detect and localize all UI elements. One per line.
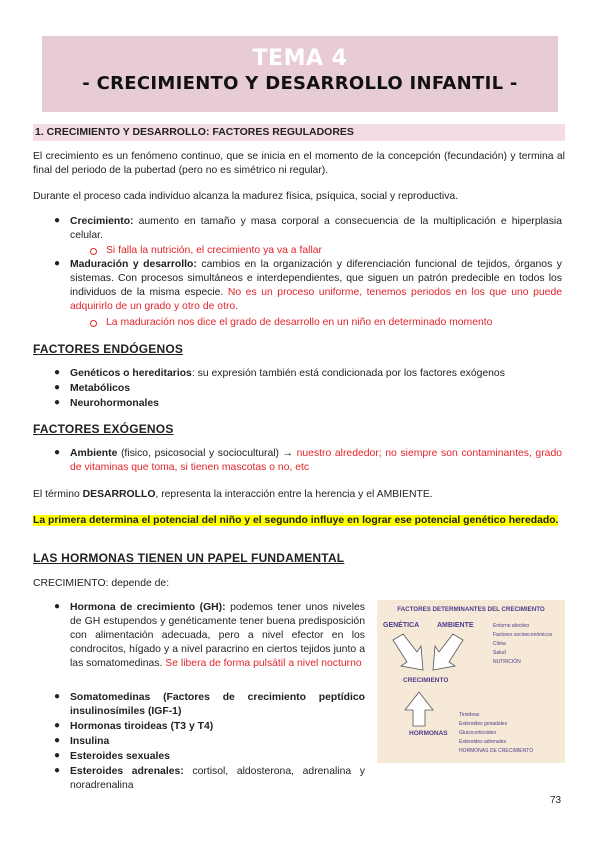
bullet-red-text: Se libera de forma pulsátil a nivel nocturno	[165, 658, 362, 669]
figure-amb-item: Entorno afectivo	[493, 623, 530, 629]
sub-bullet-maduracion: La maduración nos dice el grado de desarrollo en un niño en determinado momento	[106, 317, 493, 328]
bullet-text: cambios en la organización y diferenciación funcional de tejidos, órganos y sistemas. Con procesos simultáneos e interdependientes, que siguen un patrón predecible en todos los individuos de la misma especie.	[70, 259, 563, 298]
figure-horm-item: Esteroides gonadales	[459, 721, 508, 727]
bullet-label: Esteroides adrenales:	[70, 766, 184, 777]
bullet-label: Hormona de crecimiento (GH):	[70, 602, 226, 613]
bullet-dot: ●	[54, 735, 61, 746]
bullet-dot: ●	[54, 601, 61, 612]
page-number: 73	[550, 795, 562, 806]
bullet-dot: ●	[54, 215, 61, 226]
bullet-red-text: No es un proceso uniforme, tenemos periodos en los que uno puede adquirirlo de un grado y otro de otro.	[70, 287, 563, 312]
paragraph-crecimiento: El crecimiento es un fenómeno continuo, que se inicia en el momento de la concepción (fecundación) y termina al final del periodo de la pubertad (pero no es simétrico ni regular).	[33, 151, 565, 176]
arrow-down-left-icon	[433, 634, 463, 670]
figure-diagram	[377, 600, 565, 763]
figure-hormonas: HORMONAS	[409, 730, 448, 737]
bullet-text: cortisol, aldosterona, adrenalina y noradrenalina	[70, 766, 365, 791]
section-heading: 1. CRECIMIENTO Y DESARROLLO: FACTORES REGULADORES	[33, 124, 565, 141]
text: , representa la interacción entre la herencia y el AMBIENTE.	[155, 489, 433, 500]
figure-amb-item: Salud	[493, 650, 506, 656]
bullet-red-text: nuestro alrededor; no siempre son contaminantes, grado de vitaminas que toma, si tienen mascotas o no, etc	[70, 448, 563, 473]
bullet-dot: ●	[54, 691, 61, 702]
term-desarrollo: DESARROLLO	[82, 489, 156, 500]
bullet-dot: ●	[54, 765, 61, 776]
figure-horm-item: Glucocorticoides	[459, 730, 496, 736]
bullet-text: podemos tener unos niveles de GH estupendos y genéticamente tener buena predisposición con alimentación adecuada, pero a nivel efector en los condrocitos, hígado y a nivel paracrino en ciertos tejidos junto a las somatomedinas.	[70, 602, 365, 669]
crecimiento-intro: CRECIMIENTO: depende de:	[33, 578, 170, 589]
figure-horm-item: Esteroides adrenales	[459, 739, 506, 745]
bullet-tiroideas: Hormonas tiroideas (T3 y T4)	[70, 721, 214, 732]
growth-factors-figure	[377, 600, 565, 763]
bullet-dot: ●	[54, 397, 61, 408]
bullet-dot: ●	[54, 258, 61, 269]
figure-ambiente: AMBIENTE	[437, 622, 474, 629]
title-tema: TEMA 4	[252, 46, 348, 71]
bullet-neurohormonales: Neurohormonales	[70, 398, 159, 409]
heading-hormonas: LAS HORMONAS TIENEN UN PAPEL FUNDAMENTAL	[33, 551, 345, 565]
bullet-text: : su expresión también está condicionada por los factores exógenos	[191, 368, 505, 379]
bullet-insulina: Insulina	[70, 736, 110, 747]
sub-bullet-nutricion: Si falla la nutrición, el crecimiento ya va a fallar	[106, 245, 322, 256]
heading-endogenos: FACTORES ENDÓGENOS	[33, 342, 184, 356]
figure-horm-item: Tiroideas	[459, 712, 480, 718]
bullet-geneticos	[70, 367, 505, 381]
text: El término	[33, 489, 83, 500]
bullet-dot: ●	[54, 367, 61, 378]
bullet-label: Crecimiento:	[70, 216, 134, 227]
bullet-text: (fisico, psicosocial y sociocultural) →	[117, 448, 297, 459]
figure-crecimiento: CRECIMIENTO	[403, 677, 449, 684]
bullet-somatomedinas: Somatomedinas (Factores de crecimiento peptídico insulinosímiles (IGF-1)	[70, 692, 365, 717]
figure-amb-item: NUTRICIÓN	[493, 659, 521, 665]
bullet-label: Maduración y desarrollo:	[70, 259, 197, 270]
bullet-esteroides-adrenales	[70, 765, 365, 793]
bullet-crecimiento	[70, 215, 562, 243]
bullet-label: Ambiente	[70, 448, 118, 459]
bullet-label: Genéticos o hereditarios	[70, 368, 192, 379]
bullet-dot: ●	[54, 382, 61, 393]
figure-title: FACTORES DETERMINANTES DEL CRECIMIENTO	[397, 606, 545, 613]
bullet-metabolicos: Metabólicos	[70, 383, 131, 394]
title-box	[42, 36, 558, 112]
bullet-text: aumento en tamaño y masa corporal a consecuencia de la multiplicación e hiperplasia celular.	[70, 216, 562, 241]
arrow-up-icon	[405, 692, 433, 726]
bullet-dot: ●	[54, 750, 61, 761]
highlight-paragraph	[33, 513, 565, 528]
paragraph-desarrollo	[33, 488, 565, 502]
paragraph-proceso: Durante el proceso cada individuo alcanza la madurez física, psíquica, social y reproductiva.	[33, 191, 459, 202]
title-subject: - CRECIMIENTO Y DESARROLLO INFANTIL -	[82, 73, 518, 94]
figure-genetica: GENÉTICA	[383, 622, 420, 629]
heading-exogenos: FACTORES EXÓGENOS	[33, 422, 174, 436]
circle-bullet-icon	[90, 320, 97, 327]
bullet-gh	[70, 601, 365, 671]
bullet-ambiente	[70, 447, 562, 475]
circle-bullet-icon	[90, 248, 97, 255]
figure-amb-item: Factores socioeconómicos	[493, 632, 553, 638]
bullet-esteroides-sexuales: Esteroides sexuales	[70, 751, 170, 762]
figure-horm-item: HORMONAS DE CRECIMIENTO	[459, 748, 534, 754]
bullet-dot: ●	[54, 720, 61, 731]
bullet-dot: ●	[54, 447, 61, 458]
highlighted-text: La primera determina el potencial del niño y el segundo influye en lograr ese potencial genético heredado.	[33, 515, 559, 526]
bullet-maduracion	[70, 258, 562, 314]
arrow-down-right-icon	[393, 634, 423, 670]
figure-amb-item: Clima	[493, 641, 506, 647]
